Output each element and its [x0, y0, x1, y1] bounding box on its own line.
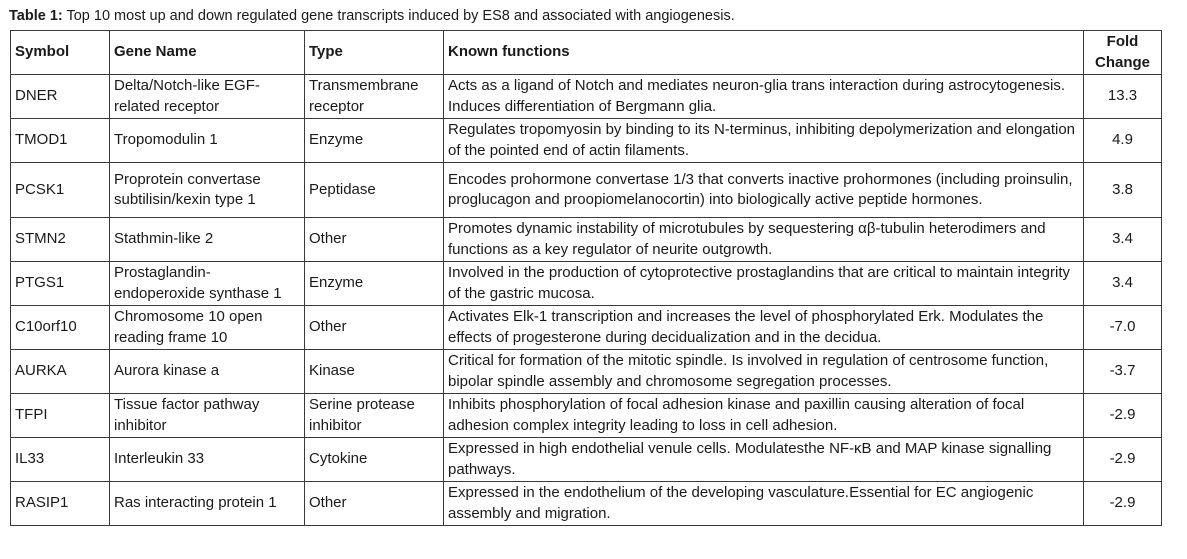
cell-fold-change: 13.3: [1084, 75, 1162, 119]
cell-symbol: STMN2: [11, 218, 110, 262]
cell-type: Serine protease inhibitor: [305, 394, 444, 438]
cell-gene-name: Proprotein convertase subtilisin/kexin type 1: [110, 163, 305, 218]
cell-gene-name: Ras interacting protein 1: [110, 482, 305, 526]
table-row: [11, 350, 1162, 394]
header-fold-change: Fold Change: [1084, 31, 1162, 75]
cell-symbol: C10orf10: [11, 306, 110, 350]
cell-fold-change: -2.9: [1084, 438, 1162, 482]
cell-fold-change: -2.9: [1084, 394, 1162, 438]
caption-label: Table 1:: [9, 8, 63, 24]
cell-fold-change: -7.0: [1084, 306, 1162, 350]
cell-type: Enzyme: [305, 119, 444, 163]
table-row: [11, 218, 1162, 262]
gene-table: [10, 30, 1162, 526]
cell-type: Cytokine: [305, 438, 444, 482]
cell-function: Critical for formation of the mitotic spindle. Is involved in regulation of centrosome function, bipolar spindle assembly and chromosome segregation processes.: [444, 350, 1084, 394]
table-caption: [9, 7, 735, 25]
header-gene-name: Gene Name: [110, 31, 305, 75]
table-row: [11, 75, 1162, 119]
table-header-row: [11, 31, 1162, 75]
cell-symbol: DNER: [11, 75, 110, 119]
cell-function: Expressed in the endothelium of the developing vasculature.Essential for EC angiogenic assembly and migration.: [444, 482, 1084, 526]
cell-gene-name: Chromosome 10 open reading frame 10: [110, 306, 305, 350]
cell-function: Inhibits phosphorylation of focal adhesion kinase and paxillin causing alteration of focal adhesion complex integrity leading to loss in cell adhesion.: [444, 394, 1084, 438]
cell-type: Transmembrane receptor: [305, 75, 444, 119]
table-row: [11, 119, 1162, 163]
caption-text: Top 10 most up and down regulated gene transcripts induced by ES8 and associated with angiogenesis.: [62, 8, 735, 24]
cell-function: Encodes prohormone convertase 1/3 that converts inactive prohormones (including proinsulin, proglucagon and proopiomelanocortin) into biologically active peptide hormones.: [444, 163, 1084, 218]
cell-symbol: RASIP1: [11, 482, 110, 526]
cell-fold-change: -3.7: [1084, 350, 1162, 394]
cell-type: Peptidase: [305, 163, 444, 218]
cell-function: Acts as a ligand of Notch and mediates neuron-glia trans interaction during astrocytogenesis. Induces differentiation of Bergmann glia.: [444, 75, 1084, 119]
cell-symbol: AURKA: [11, 350, 110, 394]
cell-function: Activates Elk-1 transcription and increases the level of phosphorylated Erk. Modulates the effects of progesterone during decidualization and in the decidua.: [444, 306, 1084, 350]
cell-fold-change: 3.4: [1084, 262, 1162, 306]
table-row: [11, 394, 1162, 438]
header-known-functions: Known functions: [444, 31, 1084, 75]
header-symbol: Symbol: [11, 31, 110, 75]
cell-type: Other: [305, 482, 444, 526]
cell-type: Other: [305, 218, 444, 262]
cell-gene-name: Stathmin-like 2: [110, 218, 305, 262]
cell-gene-name: Tissue factor pathway inhibitor: [110, 394, 305, 438]
cell-symbol: TFPI: [11, 394, 110, 438]
cell-fold-change: 3.4: [1084, 218, 1162, 262]
table-row: [11, 482, 1162, 526]
cell-gene-name: Delta/Notch-like EGF-related receptor: [110, 75, 305, 119]
cell-fold-change: 4.9: [1084, 119, 1162, 163]
table-row: [11, 438, 1162, 482]
cell-gene-name: Tropomodulin 1: [110, 119, 305, 163]
cell-function: Involved in the production of cytoprotective prostaglandins that are critical to maintain integrity of the gastric mucosa.: [444, 262, 1084, 306]
cell-type: Other: [305, 306, 444, 350]
table-row: [11, 306, 1162, 350]
cell-symbol: PTGS1: [11, 262, 110, 306]
cell-gene-name: Aurora kinase a: [110, 350, 305, 394]
cell-function: Regulates tropomyosin by binding to its N-terminus, inhibiting depolymerization and elongation of the pointed end of actin filaments.: [444, 119, 1084, 163]
cell-fold-change: -2.9: [1084, 482, 1162, 526]
cell-fold-change: 3.8: [1084, 163, 1162, 218]
table-row: [11, 163, 1162, 218]
cell-gene-name: Prostaglandin-endoperoxide synthase 1: [110, 262, 305, 306]
cell-type: Kinase: [305, 350, 444, 394]
cell-function: Expressed in high endothelial venule cells. Modulatesthe NF-κB and MAP kinase signalling pathways.: [444, 438, 1084, 482]
cell-type: Enzyme: [305, 262, 444, 306]
cell-symbol: IL33: [11, 438, 110, 482]
cell-gene-name: Interleukin 33: [110, 438, 305, 482]
table-row: [11, 262, 1162, 306]
cell-symbol: PCSK1: [11, 163, 110, 218]
header-type: Type: [305, 31, 444, 75]
cell-function: Promotes dynamic instability of microtubules by sequestering αβ-tubulin heterodimers and functions as a key regulator of neurite outgrowth.: [444, 218, 1084, 262]
cell-symbol: TMOD1: [11, 119, 110, 163]
